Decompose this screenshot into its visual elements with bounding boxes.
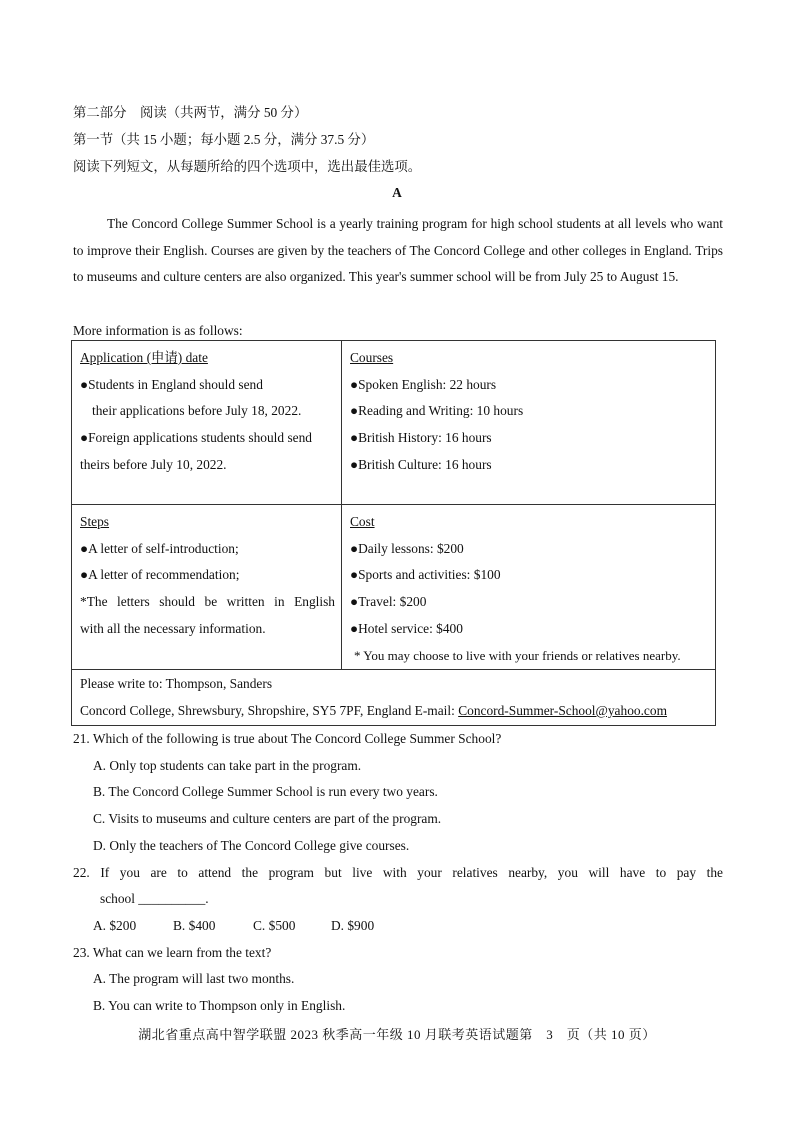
question-22-option-b: B. $400 xyxy=(173,918,216,933)
question-23-option-a: A. The program will last two months. xyxy=(93,971,295,986)
question-22-options xyxy=(93,917,374,935)
more-info-text: More information is as follows: xyxy=(73,323,243,338)
contact-address xyxy=(80,698,709,725)
section-heading: 第一节（共 15 小题；每小题 2.5 分，满分 37.5 分） xyxy=(73,132,375,147)
info-table xyxy=(71,340,716,726)
question-23-option-b: B. You can write to Thompson only in English. xyxy=(93,998,346,1013)
steps-note: with all the necessary information. xyxy=(80,620,266,636)
course-item: ●Spoken English: 22 hours xyxy=(350,376,497,392)
application-cell xyxy=(72,341,342,505)
question-22-option-d: D. $900 xyxy=(331,918,375,933)
contact-cell xyxy=(72,670,716,725)
cost-item: ●Hotel service: $400 xyxy=(350,620,463,636)
instruction-text: 阅读下列短文，从每题所给的四个选项中，选出最佳选项。 xyxy=(73,159,422,174)
question-21-option-a: A. Only top students can take part in the program. xyxy=(93,758,362,773)
contact-line: Please write to: Thompson, Sanders xyxy=(80,676,273,692)
course-item: ●British History: 16 hours xyxy=(350,430,492,446)
courses-title: Courses xyxy=(350,350,394,365)
question-22-option-a: A. $200 xyxy=(93,918,137,933)
cost-note: * You may choose to live with your friends or relatives nearby. xyxy=(354,647,681,663)
courses-cell xyxy=(342,341,716,505)
question-21-option-c: C. Visits to museums and culture centers are part of the program. xyxy=(93,811,442,826)
contact-email-link[interactable]: Concord-Summer-School@yahoo.com xyxy=(458,702,667,718)
part-heading: 第二部分 阅读（共两节，满分 50 分） xyxy=(73,105,308,120)
cost-item: ●Sports and activities: $100 xyxy=(350,567,501,583)
course-item: ●British Culture: 16 hours xyxy=(350,456,492,472)
cost-item: ●Daily lessons: $200 xyxy=(350,540,464,556)
steps-title: Steps xyxy=(80,514,110,529)
steps-item: ●A letter of self-introduction; xyxy=(80,540,239,556)
question-22-option-c: C. $500 xyxy=(253,918,296,933)
cost-item: ●Travel: $200 xyxy=(350,594,427,610)
cost-cell xyxy=(342,505,716,670)
application-item: their applications before July 18, 2022. xyxy=(92,403,302,419)
question-23-stem: 23. What can we learn from the text? xyxy=(73,945,272,960)
contact-address-text: Concord College, Shrewsbury, Shropshire, SY5 7PF, England E-mail: xyxy=(80,702,459,718)
question-21-stem: 21. Which of the following is true about The Concord College Summer School? xyxy=(73,731,502,746)
application-item: ●Foreign applications students should send xyxy=(80,430,312,446)
question-21-option-b: B. The Concord College Summer School is run every two years. xyxy=(93,784,438,799)
application-item: theirs before July 10, 2022. xyxy=(80,456,227,472)
steps-cell xyxy=(72,505,342,670)
application-item: ●Students in England should send xyxy=(80,376,263,392)
steps-note: *The letters should be written in English xyxy=(80,594,335,610)
question-21-option-d: D. Only the teachers of The Concord College give courses. xyxy=(93,838,410,853)
steps-item: ●A letter of recommendation; xyxy=(80,567,240,583)
question-22-stem: 22. If you are to attend the program but live with your relatives nearby, you will have to pay the xyxy=(73,865,723,880)
page-footer: 湖北省重点高中智学联盟 2023 秋季高一年级 10 月联考英语试题第 3 页（共 10 页） xyxy=(138,1027,656,1042)
application-title: Application (申请) date xyxy=(80,350,208,365)
course-item: ●Reading and Writing: 10 hours xyxy=(350,403,524,419)
question-22-stem-cont: school __________. xyxy=(100,891,209,906)
passage-paragraph: The Concord College Summer School is a yearly training program for high school students at all levels who want to improve their English. Courses are given by the teachers of The Concord College and other colleges in England. Trips to museums and culture centers are also organized. This year's summer school will be from July 25 to August 15. xyxy=(73,216,723,285)
passage-label: A xyxy=(392,185,402,200)
cost-title: Cost xyxy=(350,514,375,529)
